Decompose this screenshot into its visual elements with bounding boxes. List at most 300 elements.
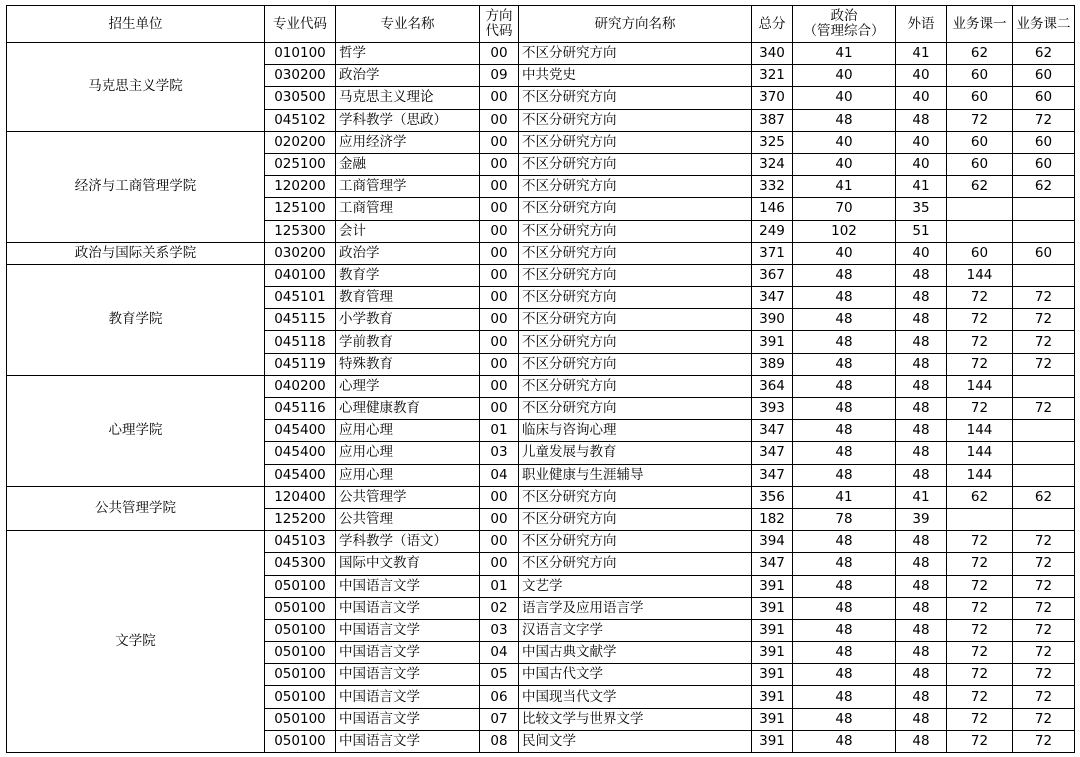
politics-score-cell: 48 bbox=[793, 464, 896, 486]
course2-score-cell: 72 bbox=[1013, 642, 1075, 664]
foreign-score-cell: 41 bbox=[896, 176, 947, 198]
foreign-score-cell: 48 bbox=[896, 464, 947, 486]
course1-score-cell: 60 bbox=[947, 87, 1013, 109]
course1-score-cell: 62 bbox=[947, 486, 1013, 508]
research-name-cell: 不区分研究方向 bbox=[519, 220, 752, 242]
total-score-cell: 347 bbox=[752, 464, 793, 486]
foreign-score-cell: 48 bbox=[896, 375, 947, 397]
major-name-cell: 中国语言文学 bbox=[336, 730, 480, 752]
table-row bbox=[7, 375, 1075, 397]
total-score-cell: 389 bbox=[752, 353, 793, 375]
research-name-cell: 中共党史 bbox=[519, 65, 752, 87]
table-row bbox=[7, 264, 1075, 286]
total-score-cell: 249 bbox=[752, 220, 793, 242]
direction-code-cell: 08 bbox=[480, 730, 519, 752]
research-name-cell: 不区分研究方向 bbox=[519, 264, 752, 286]
research-name-cell: 比较文学与世界文学 bbox=[519, 708, 752, 730]
course2-score-cell: 72 bbox=[1013, 575, 1075, 597]
total-score-cell: 370 bbox=[752, 87, 793, 109]
course2-score-cell bbox=[1013, 464, 1075, 486]
total-score-cell: 367 bbox=[752, 264, 793, 286]
politics-score-cell: 48 bbox=[793, 287, 896, 309]
major-code-cell: 045102 bbox=[265, 109, 336, 131]
direction-code-cell: 00 bbox=[480, 531, 519, 553]
major-name-cell: 中国语言文学 bbox=[336, 619, 480, 641]
politics-score-cell: 48 bbox=[793, 708, 896, 730]
direction-code-cell: 00 bbox=[480, 264, 519, 286]
foreign-score-cell: 48 bbox=[896, 730, 947, 752]
direction-code-cell: 00 bbox=[480, 43, 519, 65]
foreign-score-cell: 40 bbox=[896, 242, 947, 264]
unit-cell: 教育学院 bbox=[7, 264, 265, 375]
major-code-cell: 045101 bbox=[265, 287, 336, 309]
foreign-score-cell: 48 bbox=[896, 531, 947, 553]
total-score-cell: 391 bbox=[752, 597, 793, 619]
total-score-cell: 364 bbox=[752, 375, 793, 397]
table-row bbox=[7, 43, 1075, 65]
direction-code-cell: 01 bbox=[480, 420, 519, 442]
major-code-cell: 050100 bbox=[265, 575, 336, 597]
direction-code-cell: 00 bbox=[480, 553, 519, 575]
major-code-cell: 025100 bbox=[265, 153, 336, 175]
direction-code-cell: 04 bbox=[480, 464, 519, 486]
politics-score-cell: 48 bbox=[793, 553, 896, 575]
major-code-cell: 050100 bbox=[265, 619, 336, 641]
total-score-cell: 371 bbox=[752, 242, 793, 264]
header-research-name: 研究方向名称 bbox=[519, 6, 752, 43]
header-politics-line2: （管理综合） bbox=[803, 23, 885, 39]
politics-score-cell: 48 bbox=[793, 331, 896, 353]
politics-score-cell: 48 bbox=[793, 353, 896, 375]
politics-score-cell: 48 bbox=[793, 642, 896, 664]
course1-score-cell: 62 bbox=[947, 43, 1013, 65]
header-total: 总分 bbox=[752, 6, 793, 43]
direction-code-cell: 00 bbox=[480, 176, 519, 198]
research-name-cell: 语言学及应用语言学 bbox=[519, 597, 752, 619]
total-score-cell: 182 bbox=[752, 508, 793, 530]
total-score-cell: 390 bbox=[752, 309, 793, 331]
course1-score-cell bbox=[947, 198, 1013, 220]
foreign-score-cell: 48 bbox=[896, 597, 947, 619]
politics-score-cell: 48 bbox=[793, 442, 896, 464]
research-name-cell: 中国古代文学 bbox=[519, 664, 752, 686]
course1-score-cell: 72 bbox=[947, 730, 1013, 752]
major-name-cell: 马克思主义理论 bbox=[336, 87, 480, 109]
course1-score-cell: 144 bbox=[947, 420, 1013, 442]
total-score-cell: 340 bbox=[752, 43, 793, 65]
major-code-cell: 045115 bbox=[265, 309, 336, 331]
major-code-cell: 045400 bbox=[265, 464, 336, 486]
course1-score-cell bbox=[947, 220, 1013, 242]
header-direction-code-line2: 代码 bbox=[485, 23, 513, 39]
total-score-cell: 324 bbox=[752, 153, 793, 175]
major-name-cell: 中国语言文学 bbox=[336, 642, 480, 664]
direction-code-cell: 00 bbox=[480, 287, 519, 309]
major-code-cell: 045103 bbox=[265, 531, 336, 553]
foreign-score-cell: 48 bbox=[896, 353, 947, 375]
course1-score-cell: 60 bbox=[947, 153, 1013, 175]
major-name-cell: 中国语言文学 bbox=[336, 597, 480, 619]
total-score-cell: 393 bbox=[752, 398, 793, 420]
course1-score-cell: 60 bbox=[947, 131, 1013, 153]
research-name-cell: 不区分研究方向 bbox=[519, 131, 752, 153]
major-code-cell: 120200 bbox=[265, 176, 336, 198]
politics-score-cell: 102 bbox=[793, 220, 896, 242]
direction-code-cell: 00 bbox=[480, 220, 519, 242]
research-name-cell: 不区分研究方向 bbox=[519, 43, 752, 65]
politics-score-cell: 41 bbox=[793, 43, 896, 65]
course2-score-cell: 60 bbox=[1013, 131, 1075, 153]
major-code-cell: 050100 bbox=[265, 642, 336, 664]
course2-score-cell: 72 bbox=[1013, 353, 1075, 375]
total-score-cell: 347 bbox=[752, 553, 793, 575]
table-row bbox=[7, 242, 1075, 264]
research-name-cell: 民间文学 bbox=[519, 730, 752, 752]
total-score-cell: 321 bbox=[752, 65, 793, 87]
course2-score-cell bbox=[1013, 264, 1075, 286]
research-name-cell: 儿童发展与教育 bbox=[519, 442, 752, 464]
major-name-cell: 政治学 bbox=[336, 65, 480, 87]
total-score-cell: 387 bbox=[752, 109, 793, 131]
header-unit: 招生单位 bbox=[7, 6, 265, 43]
direction-code-cell: 00 bbox=[480, 131, 519, 153]
direction-code-cell: 09 bbox=[480, 65, 519, 87]
total-score-cell: 347 bbox=[752, 442, 793, 464]
total-score-cell: 347 bbox=[752, 420, 793, 442]
major-code-cell: 030500 bbox=[265, 87, 336, 109]
course1-score-cell: 72 bbox=[947, 531, 1013, 553]
course2-score-cell: 62 bbox=[1013, 43, 1075, 65]
foreign-score-cell: 35 bbox=[896, 198, 947, 220]
direction-code-cell: 00 bbox=[480, 309, 519, 331]
course1-score-cell: 72 bbox=[947, 642, 1013, 664]
total-score-cell: 332 bbox=[752, 176, 793, 198]
politics-score-cell: 48 bbox=[793, 531, 896, 553]
direction-code-cell: 00 bbox=[480, 242, 519, 264]
direction-code-cell: 03 bbox=[480, 442, 519, 464]
foreign-score-cell: 48 bbox=[896, 664, 947, 686]
header-row bbox=[7, 6, 1075, 43]
course1-score-cell: 72 bbox=[947, 353, 1013, 375]
foreign-score-cell: 48 bbox=[896, 619, 947, 641]
unit-cell: 马克思主义学院 bbox=[7, 43, 265, 132]
research-name-cell: 不区分研究方向 bbox=[519, 109, 752, 131]
research-name-cell: 不区分研究方向 bbox=[519, 331, 752, 353]
total-score-cell: 347 bbox=[752, 287, 793, 309]
politics-score-cell: 41 bbox=[793, 176, 896, 198]
politics-score-cell: 41 bbox=[793, 486, 896, 508]
header-course1: 业务课一 bbox=[947, 6, 1013, 43]
course1-score-cell: 62 bbox=[947, 176, 1013, 198]
table-body bbox=[7, 43, 1075, 753]
direction-code-cell: 06 bbox=[480, 686, 519, 708]
foreign-score-cell: 48 bbox=[896, 109, 947, 131]
research-name-cell: 不区分研究方向 bbox=[519, 398, 752, 420]
politics-score-cell: 40 bbox=[793, 65, 896, 87]
course1-score-cell: 144 bbox=[947, 264, 1013, 286]
foreign-score-cell: 41 bbox=[896, 43, 947, 65]
major-code-cell: 020200 bbox=[265, 131, 336, 153]
major-name-cell: 工商管理学 bbox=[336, 176, 480, 198]
unit-cell: 经济与工商管理学院 bbox=[7, 131, 265, 242]
major-code-cell: 125300 bbox=[265, 220, 336, 242]
major-code-cell: 030200 bbox=[265, 242, 336, 264]
major-code-cell: 045300 bbox=[265, 553, 336, 575]
course2-score-cell: 72 bbox=[1013, 309, 1075, 331]
major-code-cell: 120400 bbox=[265, 486, 336, 508]
direction-code-cell: 00 bbox=[480, 508, 519, 530]
foreign-score-cell: 48 bbox=[896, 442, 947, 464]
course2-score-cell: 72 bbox=[1013, 531, 1075, 553]
course2-score-cell bbox=[1013, 442, 1075, 464]
header-major-name: 专业名称 bbox=[336, 6, 480, 43]
header-direction-code-line1: 方向 bbox=[485, 8, 513, 24]
major-name-cell: 应用经济学 bbox=[336, 131, 480, 153]
politics-score-cell: 48 bbox=[793, 375, 896, 397]
direction-code-cell: 00 bbox=[480, 375, 519, 397]
course2-score-cell: 60 bbox=[1013, 153, 1075, 175]
foreign-score-cell: 48 bbox=[896, 686, 947, 708]
politics-score-cell: 48 bbox=[793, 619, 896, 641]
politics-score-cell: 48 bbox=[793, 597, 896, 619]
total-score-cell: 146 bbox=[752, 198, 793, 220]
total-score-cell: 391 bbox=[752, 575, 793, 597]
major-code-cell: 045116 bbox=[265, 398, 336, 420]
table-row bbox=[7, 131, 1075, 153]
major-name-cell: 中国语言文学 bbox=[336, 708, 480, 730]
politics-score-cell: 40 bbox=[793, 153, 896, 175]
politics-score-cell: 48 bbox=[793, 420, 896, 442]
direction-code-cell: 00 bbox=[480, 198, 519, 220]
politics-score-cell: 40 bbox=[793, 87, 896, 109]
major-name-cell: 哲学 bbox=[336, 43, 480, 65]
major-name-cell: 学科教学（思政） bbox=[336, 109, 480, 131]
major-name-cell: 心理健康教育 bbox=[336, 398, 480, 420]
research-name-cell: 不区分研究方向 bbox=[519, 375, 752, 397]
total-score-cell: 356 bbox=[752, 486, 793, 508]
major-name-cell: 学前教育 bbox=[336, 331, 480, 353]
unit-cell: 文学院 bbox=[7, 531, 265, 753]
major-name-cell: 会计 bbox=[336, 220, 480, 242]
course2-score-cell: 72 bbox=[1013, 664, 1075, 686]
table-row bbox=[7, 486, 1075, 508]
major-code-cell: 050100 bbox=[265, 686, 336, 708]
total-score-cell: 391 bbox=[752, 331, 793, 353]
course2-score-cell bbox=[1013, 508, 1075, 530]
research-name-cell: 职业健康与生涯辅导 bbox=[519, 464, 752, 486]
unit-cell: 心理学院 bbox=[7, 375, 265, 486]
course1-score-cell: 72 bbox=[947, 575, 1013, 597]
major-name-cell: 应用心理 bbox=[336, 442, 480, 464]
research-name-cell: 不区分研究方向 bbox=[519, 353, 752, 375]
politics-score-cell: 40 bbox=[793, 131, 896, 153]
direction-code-cell: 00 bbox=[480, 109, 519, 131]
total-score-cell: 391 bbox=[752, 642, 793, 664]
foreign-score-cell: 40 bbox=[896, 131, 947, 153]
course1-score-cell: 72 bbox=[947, 109, 1013, 131]
course1-score-cell: 72 bbox=[947, 553, 1013, 575]
foreign-score-cell: 51 bbox=[896, 220, 947, 242]
header-direction-code bbox=[480, 6, 519, 43]
course1-score-cell: 72 bbox=[947, 664, 1013, 686]
research-name-cell: 不区分研究方向 bbox=[519, 531, 752, 553]
header-politics bbox=[793, 6, 896, 43]
direction-code-cell: 03 bbox=[480, 619, 519, 641]
major-name-cell: 应用心理 bbox=[336, 464, 480, 486]
course1-score-cell: 72 bbox=[947, 708, 1013, 730]
unit-cell: 政治与国际关系学院 bbox=[7, 242, 265, 264]
course2-score-cell: 62 bbox=[1013, 176, 1075, 198]
major-name-cell: 公共管理学 bbox=[336, 486, 480, 508]
major-name-cell: 中国语言文学 bbox=[336, 686, 480, 708]
research-name-cell: 不区分研究方向 bbox=[519, 553, 752, 575]
course1-score-cell: 72 bbox=[947, 686, 1013, 708]
total-score-cell: 391 bbox=[752, 730, 793, 752]
course1-score-cell: 144 bbox=[947, 375, 1013, 397]
direction-code-cell: 02 bbox=[480, 597, 519, 619]
foreign-score-cell: 39 bbox=[896, 508, 947, 530]
politics-score-cell: 48 bbox=[793, 664, 896, 686]
foreign-score-cell: 48 bbox=[896, 708, 947, 730]
course2-score-cell: 72 bbox=[1013, 331, 1075, 353]
course2-score-cell bbox=[1013, 375, 1075, 397]
politics-score-cell: 40 bbox=[793, 242, 896, 264]
major-name-cell: 教育学 bbox=[336, 264, 480, 286]
research-name-cell: 不区分研究方向 bbox=[519, 176, 752, 198]
course1-score-cell: 144 bbox=[947, 442, 1013, 464]
course1-score-cell: 60 bbox=[947, 242, 1013, 264]
politics-score-cell: 48 bbox=[793, 309, 896, 331]
direction-code-cell: 00 bbox=[480, 353, 519, 375]
direction-code-cell: 04 bbox=[480, 642, 519, 664]
total-score-cell: 394 bbox=[752, 531, 793, 553]
course2-score-cell: 72 bbox=[1013, 708, 1075, 730]
course1-score-cell: 72 bbox=[947, 287, 1013, 309]
major-name-cell: 教育管理 bbox=[336, 287, 480, 309]
major-code-cell: 045400 bbox=[265, 420, 336, 442]
research-name-cell: 文艺学 bbox=[519, 575, 752, 597]
research-name-cell: 汉语言文字学 bbox=[519, 619, 752, 641]
major-code-cell: 045119 bbox=[265, 353, 336, 375]
foreign-score-cell: 48 bbox=[896, 642, 947, 664]
course2-score-cell: 62 bbox=[1013, 486, 1075, 508]
direction-code-cell: 01 bbox=[480, 575, 519, 597]
course2-score-cell: 72 bbox=[1013, 686, 1075, 708]
total-score-cell: 325 bbox=[752, 131, 793, 153]
course2-score-cell: 60 bbox=[1013, 242, 1075, 264]
foreign-score-cell: 48 bbox=[896, 309, 947, 331]
foreign-score-cell: 48 bbox=[896, 331, 947, 353]
course2-score-cell bbox=[1013, 220, 1075, 242]
major-name-cell: 工商管理 bbox=[336, 198, 480, 220]
major-code-cell: 050100 bbox=[265, 597, 336, 619]
research-name-cell: 不区分研究方向 bbox=[519, 309, 752, 331]
course1-score-cell: 72 bbox=[947, 398, 1013, 420]
direction-code-cell: 05 bbox=[480, 664, 519, 686]
major-name-cell: 中国语言文学 bbox=[336, 575, 480, 597]
unit-cell: 公共管理学院 bbox=[7, 486, 265, 530]
politics-score-cell: 78 bbox=[793, 508, 896, 530]
major-code-cell: 010100 bbox=[265, 43, 336, 65]
foreign-score-cell: 41 bbox=[896, 486, 947, 508]
foreign-score-cell: 40 bbox=[896, 87, 947, 109]
research-name-cell: 临床与咨询心理 bbox=[519, 420, 752, 442]
foreign-score-cell: 48 bbox=[896, 264, 947, 286]
major-name-cell: 中国语言文学 bbox=[336, 664, 480, 686]
total-score-cell: 391 bbox=[752, 686, 793, 708]
foreign-score-cell: 40 bbox=[896, 153, 947, 175]
course1-score-cell: 144 bbox=[947, 464, 1013, 486]
politics-score-cell: 70 bbox=[793, 198, 896, 220]
major-code-cell: 125200 bbox=[265, 508, 336, 530]
total-score-cell: 391 bbox=[752, 708, 793, 730]
header-politics-line1: 政治 bbox=[830, 8, 858, 24]
direction-code-cell: 07 bbox=[480, 708, 519, 730]
direction-code-cell: 00 bbox=[480, 398, 519, 420]
foreign-score-cell: 48 bbox=[896, 553, 947, 575]
research-name-cell: 不区分研究方向 bbox=[519, 153, 752, 175]
course1-score-cell: 72 bbox=[947, 597, 1013, 619]
major-name-cell: 政治学 bbox=[336, 242, 480, 264]
course1-score-cell bbox=[947, 508, 1013, 530]
table-row bbox=[7, 531, 1075, 553]
major-name-cell: 应用心理 bbox=[336, 420, 480, 442]
research-name-cell: 不区分研究方向 bbox=[519, 508, 752, 530]
total-score-cell: 391 bbox=[752, 664, 793, 686]
politics-score-cell: 48 bbox=[793, 575, 896, 597]
major-code-cell: 125100 bbox=[265, 198, 336, 220]
major-code-cell: 050100 bbox=[265, 708, 336, 730]
research-name-cell: 不区分研究方向 bbox=[519, 486, 752, 508]
course2-score-cell: 72 bbox=[1013, 287, 1075, 309]
politics-score-cell: 48 bbox=[793, 730, 896, 752]
course1-score-cell: 72 bbox=[947, 619, 1013, 641]
research-name-cell: 不区分研究方向 bbox=[519, 242, 752, 264]
research-name-cell: 不区分研究方向 bbox=[519, 198, 752, 220]
foreign-score-cell: 48 bbox=[896, 575, 947, 597]
course1-score-cell: 60 bbox=[947, 65, 1013, 87]
header-foreign: 外语 bbox=[896, 6, 947, 43]
course2-score-cell bbox=[1013, 420, 1075, 442]
score-table bbox=[6, 5, 1075, 753]
major-name-cell: 学科教学（语文） bbox=[336, 531, 480, 553]
major-code-cell: 045400 bbox=[265, 442, 336, 464]
major-code-cell: 040100 bbox=[265, 264, 336, 286]
course2-score-cell: 72 bbox=[1013, 109, 1075, 131]
major-name-cell: 心理学 bbox=[336, 375, 480, 397]
foreign-score-cell: 48 bbox=[896, 287, 947, 309]
major-code-cell: 030200 bbox=[265, 65, 336, 87]
course2-score-cell: 60 bbox=[1013, 87, 1075, 109]
header-course2: 业务课二 bbox=[1013, 6, 1075, 43]
major-name-cell: 特殊教育 bbox=[336, 353, 480, 375]
course2-score-cell: 72 bbox=[1013, 730, 1075, 752]
direction-code-cell: 00 bbox=[480, 87, 519, 109]
course2-score-cell bbox=[1013, 198, 1075, 220]
major-code-cell: 040200 bbox=[265, 375, 336, 397]
total-score-cell: 391 bbox=[752, 619, 793, 641]
course2-score-cell: 72 bbox=[1013, 553, 1075, 575]
politics-score-cell: 48 bbox=[793, 398, 896, 420]
direction-code-cell: 00 bbox=[480, 486, 519, 508]
foreign-score-cell: 48 bbox=[896, 398, 947, 420]
direction-code-cell: 00 bbox=[480, 153, 519, 175]
major-name-cell: 小学教育 bbox=[336, 309, 480, 331]
course1-score-cell: 72 bbox=[947, 309, 1013, 331]
major-name-cell: 金融 bbox=[336, 153, 480, 175]
foreign-score-cell: 40 bbox=[896, 65, 947, 87]
research-name-cell: 中国古典文献学 bbox=[519, 642, 752, 664]
